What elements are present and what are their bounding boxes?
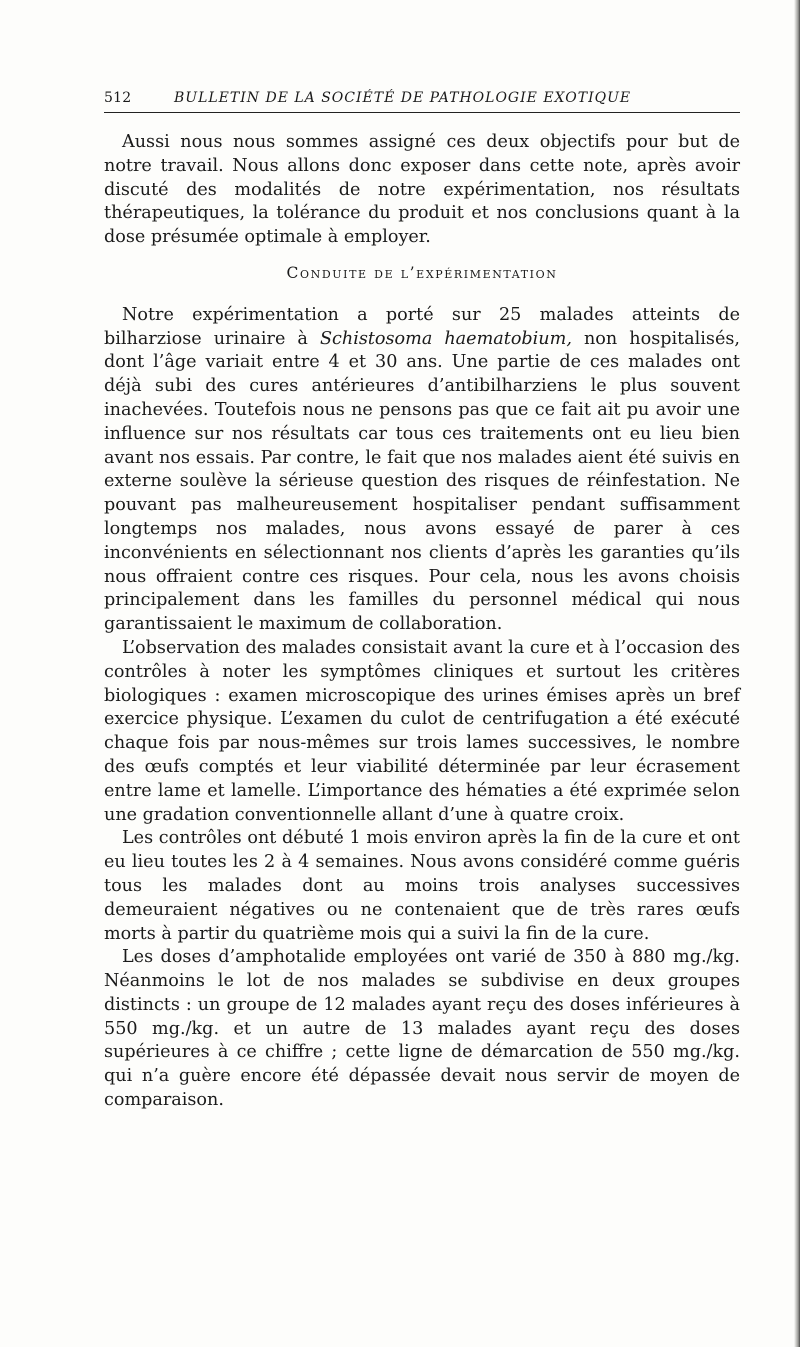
journal-page: [104, 90, 740, 1113]
page-number: 512: [104, 90, 132, 106]
article-body: [104, 131, 740, 1113]
page-edge-shadow: [794, 0, 800, 1347]
section-heading: Conduite de l’expérimentation: [286, 263, 558, 282]
paragraph-1-start: Notre expérimentation a porté sur 25 malades atteints de bilharziose urinaire à: [104, 304, 740, 349]
running-header: [104, 90, 740, 113]
paragraph-1-rest: non hospitalisés, dont l’âge variait entre 4 et 30 ans. Une partie de ces malades ont déjà subi des cures antérieures d’antibilharziens le plus souvent inachevées. Toutefois nous ne pensons pas que ce fait ait pu avoir une influence sur nos résultats car tous ces traitements ont eu lieu bien avant nos essais. Par contre, le fait que nos malades aient été suivis en externe soulève la sérieuse question des risques de réinfestation. Ne pouvant pas malheureusement hospitaliser pendant suffisamment longtemps nos malades, nous avons essayé de parer à ces inconvénients en sélectionnant nos clients d’après les garanties qu’ils nous offraient contre ces risques. Pour cela, nous les avons choisis principalement dans les familles du personnel médical qui nous garantissaient le maximum de collaboration.: [104, 328, 740, 635]
paragraph-3: Les contrôles ont débuté 1 mois environ après la fin de la cure et ont eu lieu toutes les 2 à 4 semaines. Nous avons considéré comme guéris tous les malades dont au moins trois analyses successives demeuraient négatives ou ne contenaient que de très rares œufs morts à partir du quatrième mois qui a suivi la fin de la cure.: [104, 828, 740, 944]
journal-title: BULLETIN DE LA SOCIÉTÉ DE PATHOLOGIE EXOTIQUE: [174, 90, 632, 106]
paragraph-intro: Aussi nous nous sommes assigné ces deux objectifs pour but de notre travail. Nous allons donc exposer dans cette note, après avoir discuté des modalités de notre expérimentation, nos résultats thérapeutiques, la tolérance du produit et nos conclusions quant à la dose présumée optimale à employer.: [104, 132, 740, 248]
paragraph-4: Les doses d’amphotalide employées ont varié de 350 à 880 mg./kg. Néanmoins le lot de nos malades se subdivise en deux groupes distincts : un groupe de 12 malades ayant reçu des doses inférieures à 550 mg./kg. et un autre de 13 malades ayant reçu des doses supérieures à ce chiffre ; cette ligne de démarcation de 550 mg./kg. qui n’a guère encore été dépassée devait nous servir de moyen de comparaison.: [104, 947, 740, 1111]
paragraph-1: [104, 304, 740, 637]
species-name: Schistosoma haematobium,: [319, 328, 572, 349]
paragraph-2: L’observation des malades consistait avant la cure et à l’occasion des contrôles à noter les symptômes cliniques et surtout les critères biologiques : examen microscopique des urines émises après un bref exercice physique. L’examen du culot de centrifugation a été exécuté chaque fois par nous-mêmes sur trois lames successives, le nombre des œufs comptés et leur viabilité déterminée par leur écrasement entre lame et lamelle. L’importance des hématies a été exprimée selon une gradation conventionnelle allant d’une à quatre croix.: [104, 637, 740, 825]
